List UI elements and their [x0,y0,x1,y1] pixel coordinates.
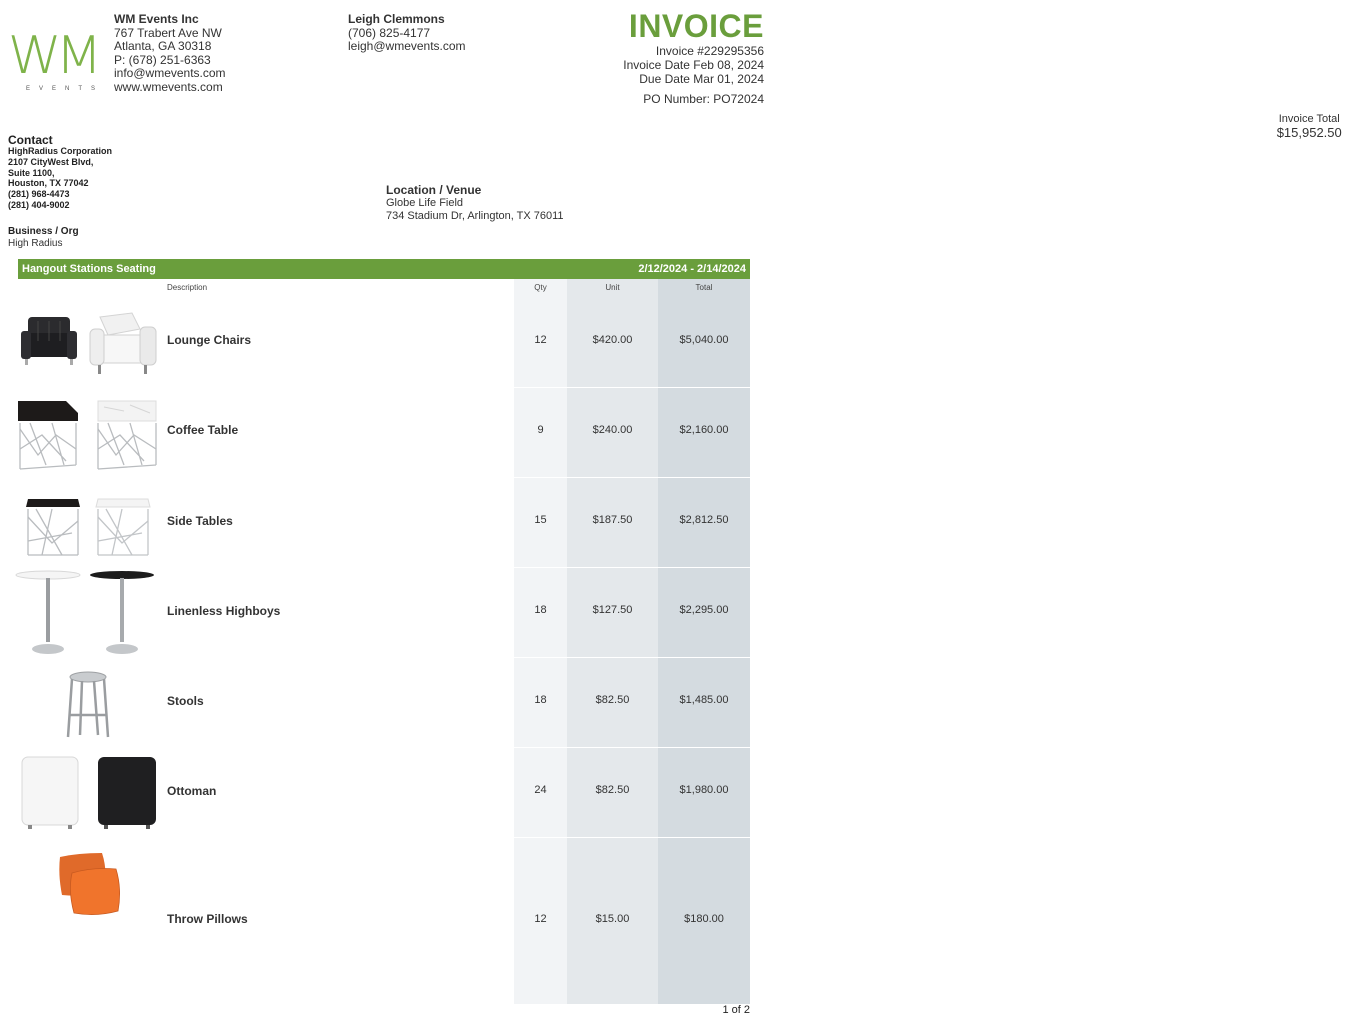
column-header-total: Total [695,283,713,292]
company-info [114,13,226,95]
table-row [18,477,750,567]
item-unit-price: $127.50 [592,604,633,616]
invoice-total-label: Invoice Total [1278,113,1340,125]
item-unit-price: $82.50 [595,694,630,706]
item-qty: 12 [534,334,547,346]
white-ottoman-image [20,755,82,831]
item-total: $2,295.00 [679,604,729,616]
rep-phone: (706) 825-4177 [348,25,431,40]
rep-email[interactable]: leigh@wmevents.com [348,39,466,54]
item-unit-price: $420.00 [592,334,633,346]
dark-coffee-table-image [16,399,82,473]
contact-line: Houston, TX 77042 [8,178,89,189]
contact-lines [8,146,112,211]
item-description: Side Tables [167,514,233,528]
invoice-date: Invoice Date Feb 08, 2024 [623,58,764,72]
section-dates: 2/12/2024 - 2/14/2024 [638,263,746,275]
logo-subtext: EVENTS [26,86,105,92]
black-lounge-chair-image [18,309,84,375]
white-lounge-chair-image [88,309,160,379]
item-total: $180.00 [684,913,724,925]
venue-name: Globe Life Field [386,197,464,209]
company-name: WM Events Inc [114,12,199,26]
table-row [18,567,750,657]
black-ottoman-image [96,755,158,831]
black-highboy-table-image [90,569,160,657]
contact-label: Contact [8,133,53,147]
item-unit-price: $187.50 [592,514,633,526]
invoice-number: Invoice #229295356 [655,44,764,58]
invoice-title: INVOICE [628,8,764,44]
company-phone: P: (678) 251-6363 [114,52,211,67]
item-unit-price: $240.00 [592,424,633,436]
column-header-qty: Qty [534,283,547,292]
table-row [18,837,750,1004]
item-total: $2,812.50 [679,514,729,526]
item-total: $1,485.00 [679,694,729,706]
invoice-total-amount: $15,952.50 [1276,125,1342,140]
item-total: $1,980.00 [679,784,729,796]
item-qty: 18 [534,604,547,616]
company-logo [7,26,105,94]
company-address-line1: 767 Trabert Ave NW [114,25,222,40]
item-qty: 15 [534,514,547,526]
contact-line: HighRadius Corporation [8,146,112,156]
contact-section [8,134,112,211]
item-qty: 18 [534,694,547,706]
page-number: 1 of 2 [722,1004,750,1016]
venue-section [386,183,564,223]
item-unit-price: $82.50 [595,784,630,796]
rep-name: Leigh Clemmons [348,12,445,26]
invoice-po-number: PO Number: PO72024 [643,92,764,106]
item-description: Coffee Table [167,423,239,437]
contact-line: Suite 1100, [8,167,55,178]
contact-line: 2107 CityWest Blvd, [8,156,94,167]
column-header-unit: Unit [605,283,620,292]
table-row [18,657,750,747]
item-description: Ottoman [167,784,217,798]
item-description: Linenless Highboys [167,604,281,618]
contact-line: (281) 968-4473 [8,189,70,200]
business-label: Business / Org [8,226,79,237]
column-header-description: Description [167,283,208,292]
marble-coffee-table-image [94,399,160,473]
invoice-due-date: Due Date Mar 01, 2024 [639,72,764,86]
logo-mark: WM [7,26,97,86]
item-unit-price: $15.00 [595,913,630,925]
table-row [18,387,750,477]
company-address-line2: Atlanta, GA 30318 [114,39,212,54]
item-qty: 24 [534,784,547,796]
table-row [18,297,750,387]
venue-label: Location / Venue [386,183,482,197]
dark-side-table-image [22,497,84,559]
venue-address: 734 Stadium Dr, Arlington, TX 76011 [386,210,564,222]
table-row [18,747,750,837]
orange-throw-pillows-image [56,851,126,919]
business-section [8,226,79,249]
sales-rep-info [348,13,466,54]
item-qty: 12 [534,913,547,925]
item-description: Throw Pillows [167,912,248,926]
company-website[interactable]: www.wmevents.com [114,79,223,94]
item-total: $2,160.00 [679,424,729,436]
item-description: Stools [167,694,204,708]
item-total: $5,040.00 [679,334,729,346]
invoice-summary [623,8,1342,140]
company-email[interactable]: info@wmevents.com [114,66,226,81]
contact-line: (281) 404-9002 [8,199,70,210]
marble-side-table-image [92,497,154,559]
white-highboy-table-image [16,569,86,657]
metal-stool-image [66,671,114,741]
item-description: Lounge Chairs [167,333,252,347]
invoice-total [1263,112,1355,141]
section-header-bar [18,259,750,279]
business-value: High Radius [8,238,63,249]
item-qty: 9 [537,424,544,436]
section-title: Hangout Stations Seating [22,263,156,275]
